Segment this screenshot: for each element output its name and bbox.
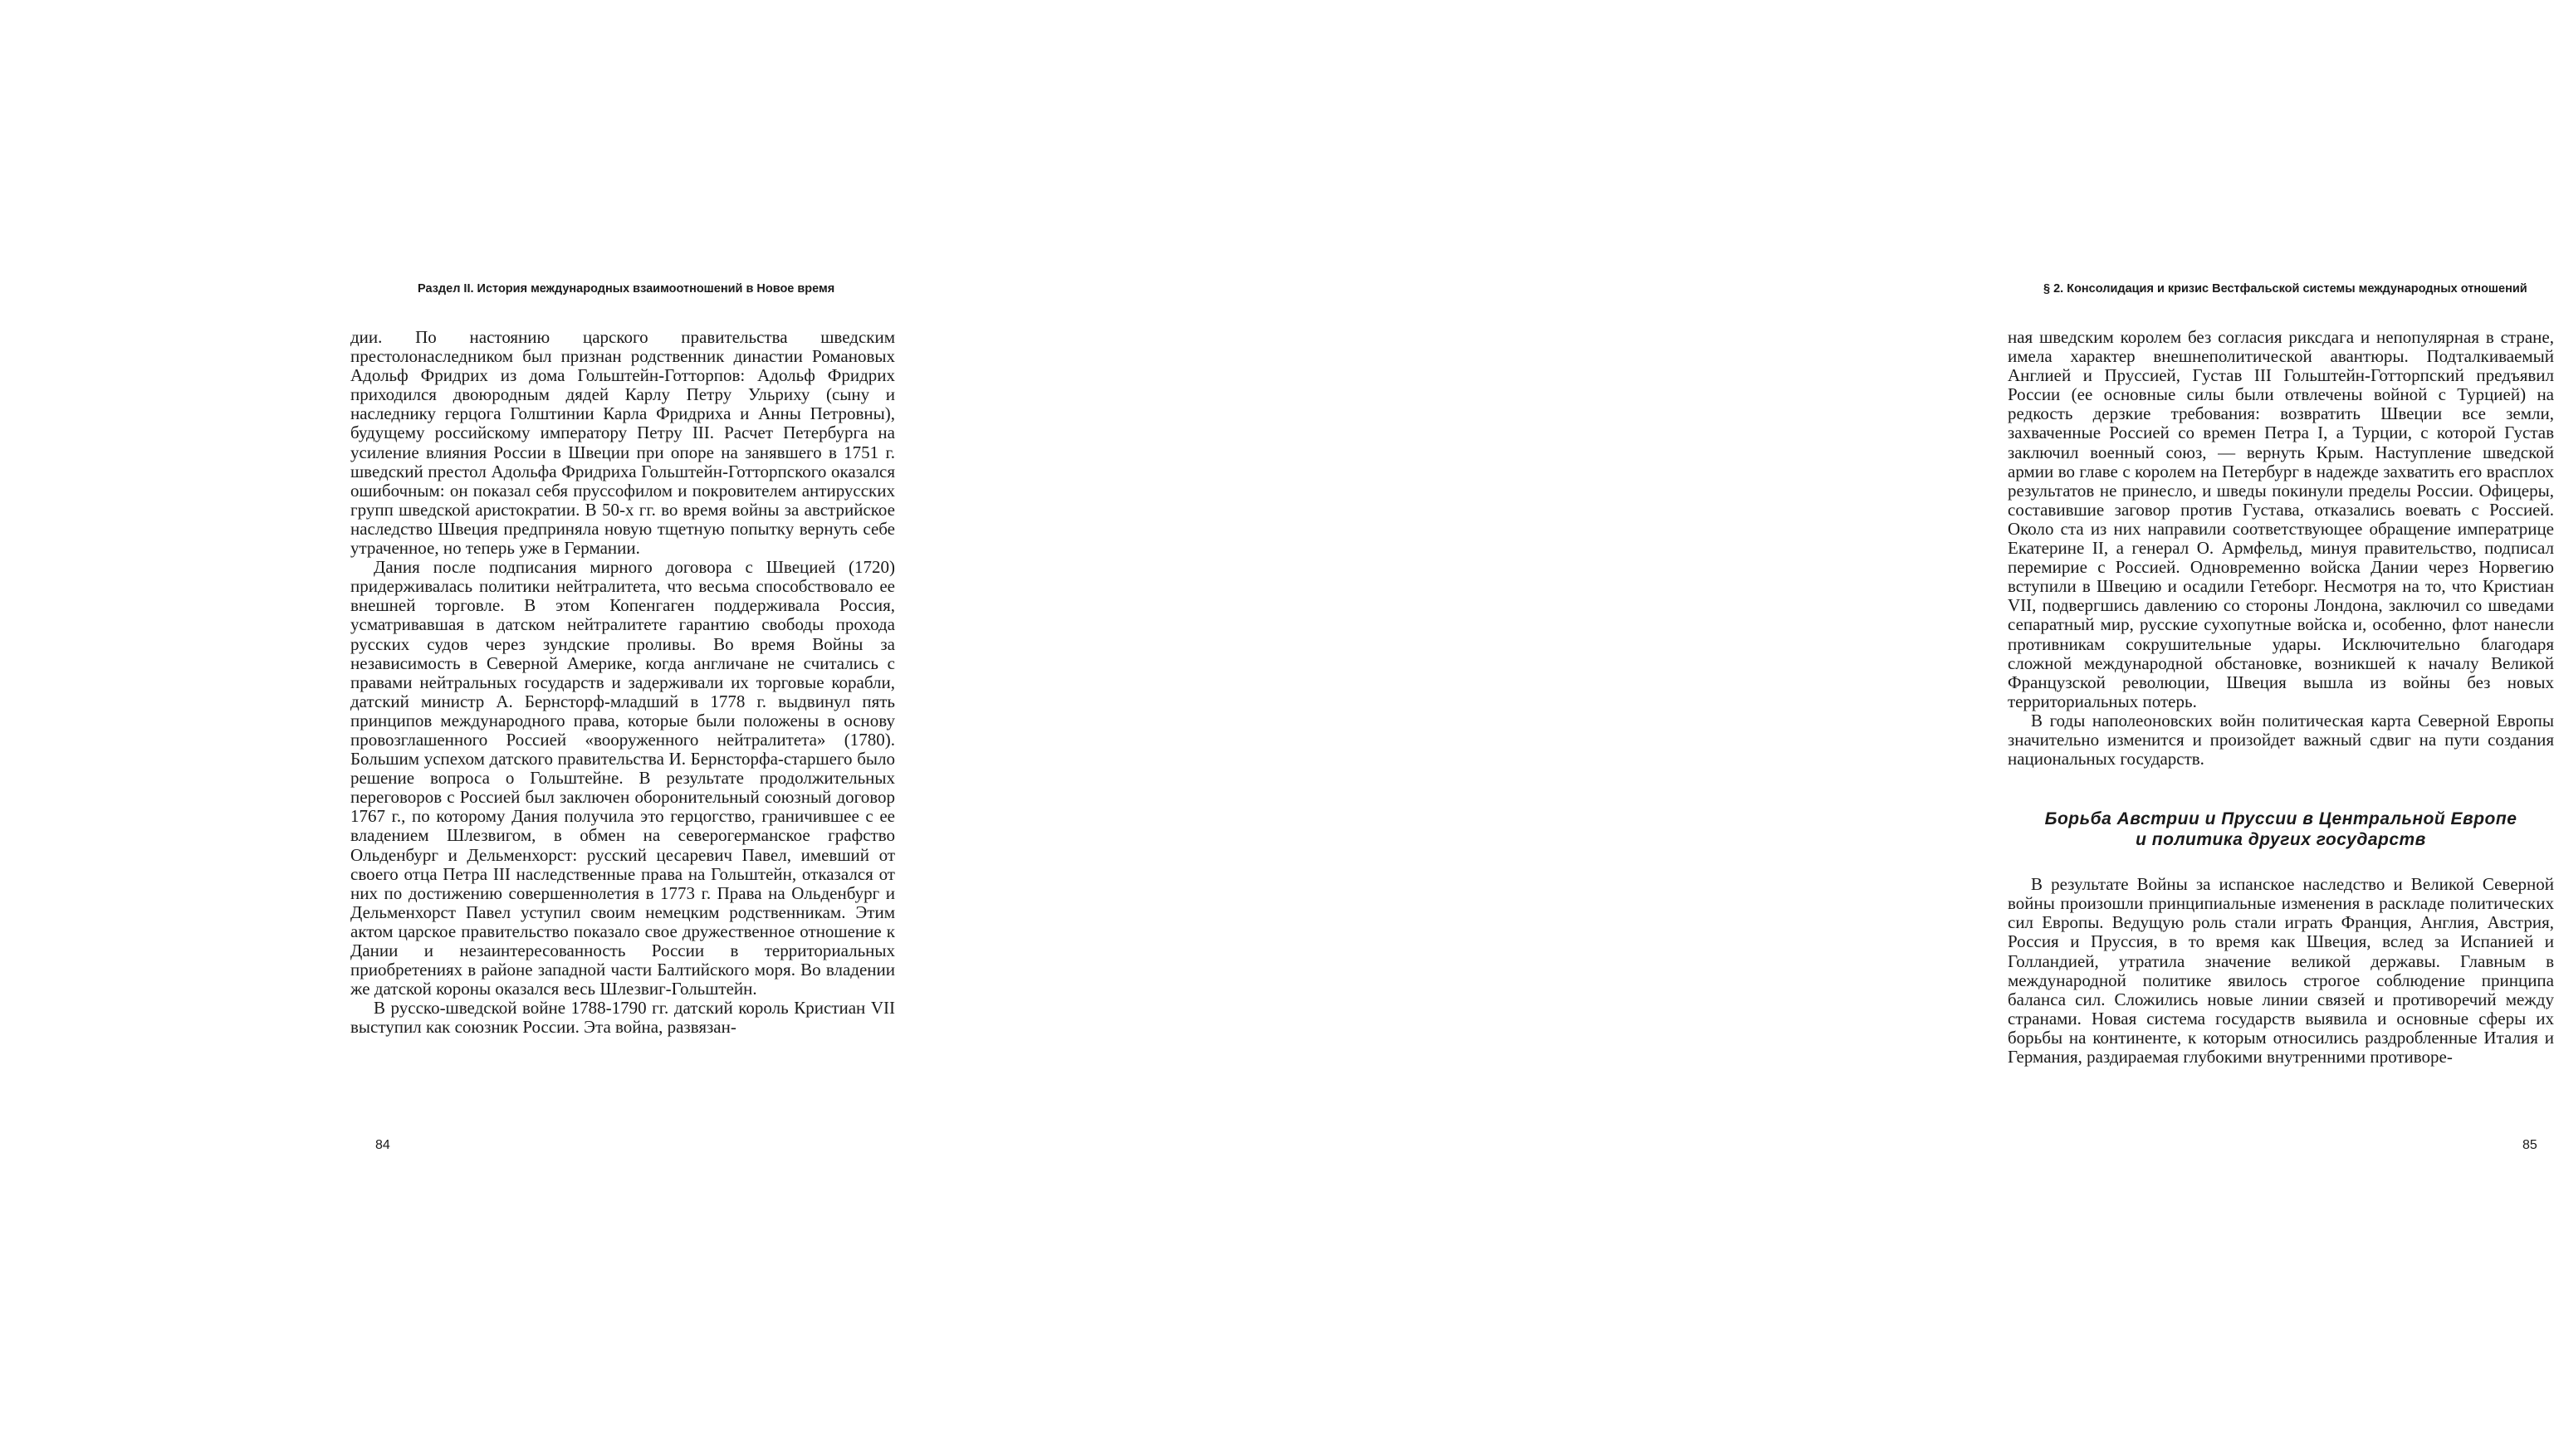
right-page (1030, 0, 2554, 1456)
left-page (0, 0, 1030, 1456)
right-paragraph-2: В годы наполеоновских войн политическая карта Северной Европы значительно изменится и произойдет важный сдвиг на пути создания национальных государств. (2008, 710, 2554, 770)
section-heading (2008, 809, 2554, 850)
section-heading-line-1: Борьба Австрии и Пруссии в Центральной Европе (2044, 809, 2517, 829)
section-heading-line-2: и политика других государств (2136, 830, 2426, 850)
right-paragraph-1: ная шведским королем без согласия риксдага и непопулярная в стране, имела характер внешнеполитической авантюры. Подталкиваемый Англией и Пруссией, Густав III Гольштейн-Готторпский предъявил России (ее основные силы были отвлечены войной с Турцией) на редкость дерзкие требования: возвратить Швеции все земли, захваченные Россией со времен Петра I, а Турции, с которой Густав заключил военный союз, — вернуть Крым. Наступление шведской армии во главе с королем на Петербург в надежде захватить его врасплох результатов не принесло, и шведы покинули пределы России. Офицеры, составившие заговор против Густава, отказались воевать с Россией. Около ста из них направили соответствующее обращение императрице Екатерине II, а генерал О. Армфельд, минуя правительство, подписал перемирие с Россией. Одновременно войска Дании через Норвегию вступили в Швецию и осадили Гетеборг. Несмотря на то, что Кристиан VII, подвергшись давлению со стороны Лондона, заключил со шведами сепаратный мир, русские сухопутные войска и, особенно, флот нанесли противникам сокрушительные удары. Исключительно благодаря сложной международной обстановке, возникшей к началу Великой Французской революции, Швеция вышла из войны без новых территориальных потерь. (2008, 327, 2554, 711)
left-page-number: 84 (375, 1138, 390, 1152)
left-paragraph-3: В русско-шведской войне 1788-1790 гг. датский король Кристиан VII выступил как союзник России. Эта война, развязан- (350, 998, 895, 1038)
right-running-head: § 2. Консолидация и кризис Вестфальской системы международных отношений (2043, 282, 2527, 296)
left-paragraph-2: Дания после подписания мирного договора с Швецией (1720) придерживалась политики нейтралитета, что весьма способствовало ее внешней торговле. В этом Копенгаген поддерживала Россия, усматривавшая в датском нейтралитете гарантию свободы прохода русских судов через зундские проливы. Во время Войны за независимость в Северной Америке, когда англичане не считались с правами нейтральных государств и задерживали их торговые корабли, датский министр А. Бернсторф-младший в 1778 г. выдвинул пять принципов международного права, которые были положены в основу провозглашенного Россией «вооруженного нейтралитета» (1780). Большим успехом датского правительства И. Бернсторфа-старшего было решение вопроса о Гольштейне. В результате продолжительных переговоров с Россией был заключен оборонительный союзный договор 1767 г., по которому Дания получила это герцогство, граничившее с ее владением Шлезвигом, в обмен на северогерманское графство Ольденбург и Дельменхорст: русский цесаревич Павел, имевший от своего отца Петра III наследственные права на Гольштейн, отказался от них по достижению совершеннолетия в 1773 г. Права на Ольденбург и Дельменхорст Павел уступил своим немецким родственникам. Этим актом царское правительство показало свое дружественное отношение к Дании и незаинтересованность России в территориальных приобретениях в районе западной части Балтийского моря. Во владении же датской короны оказался весь Шлезвиг-Гольштейн. (350, 557, 895, 999)
right-text-block (2008, 328, 2554, 1067)
left-text-block (350, 328, 895, 1037)
left-paragraph-1: дии. По настоянию царского правительства шведским престолонаследником был признан родственник династии Романовых Адольф Фридрих из дома Гольштейн-Готторпов: Адольф Фридрих приходился двоюродным дядей Карлу Петру Ульриху (сыну и наследнику герцога Голштинии Карла Фридриха и Анны Петровны), будущему российскому императору Петру III. Расчет Петербурга на усиление влияния России в Швеции при опоре на занявшего в 1751 г. шведский престол Адольфа Фридриха Гольштейн-Готторпского оказался ошибочным: он показал себя пруссофилом и покровителем антирусских групп шведской аристократии. В 50-х гг. во время войны за австрийское наследство Швеция предприняла новую тщетную попытку вернуть себе утраченное, но теперь уже в Германии. (350, 327, 895, 559)
right-page-number: 85 (2522, 1138, 2537, 1152)
left-running-head: Раздел II. История международных взаимоотношений в Новое время (418, 282, 835, 296)
right-section-paragraph-1: В результате Войны за испанское наследство и Великой Северной войны произошли принципиальные изменения в раскладе политических сил Европы. Ведущую роль стали играть Франция, Англия, Австрия, Россия и Пруссия, в то время как Швеция, вслед за Испанией и Голландией, утратила значение великой державы. Главным в международной политике явилось строгое соблюдение принципа баланса сил. Сложились новые линии связей и противоречий между странами. Новая система государств выявила и основные сферы их борьбы на континенте, к которым относились раздробленные Италия и Германия, раздираемая глубокими внутренними противоре- (2008, 874, 2554, 1067)
